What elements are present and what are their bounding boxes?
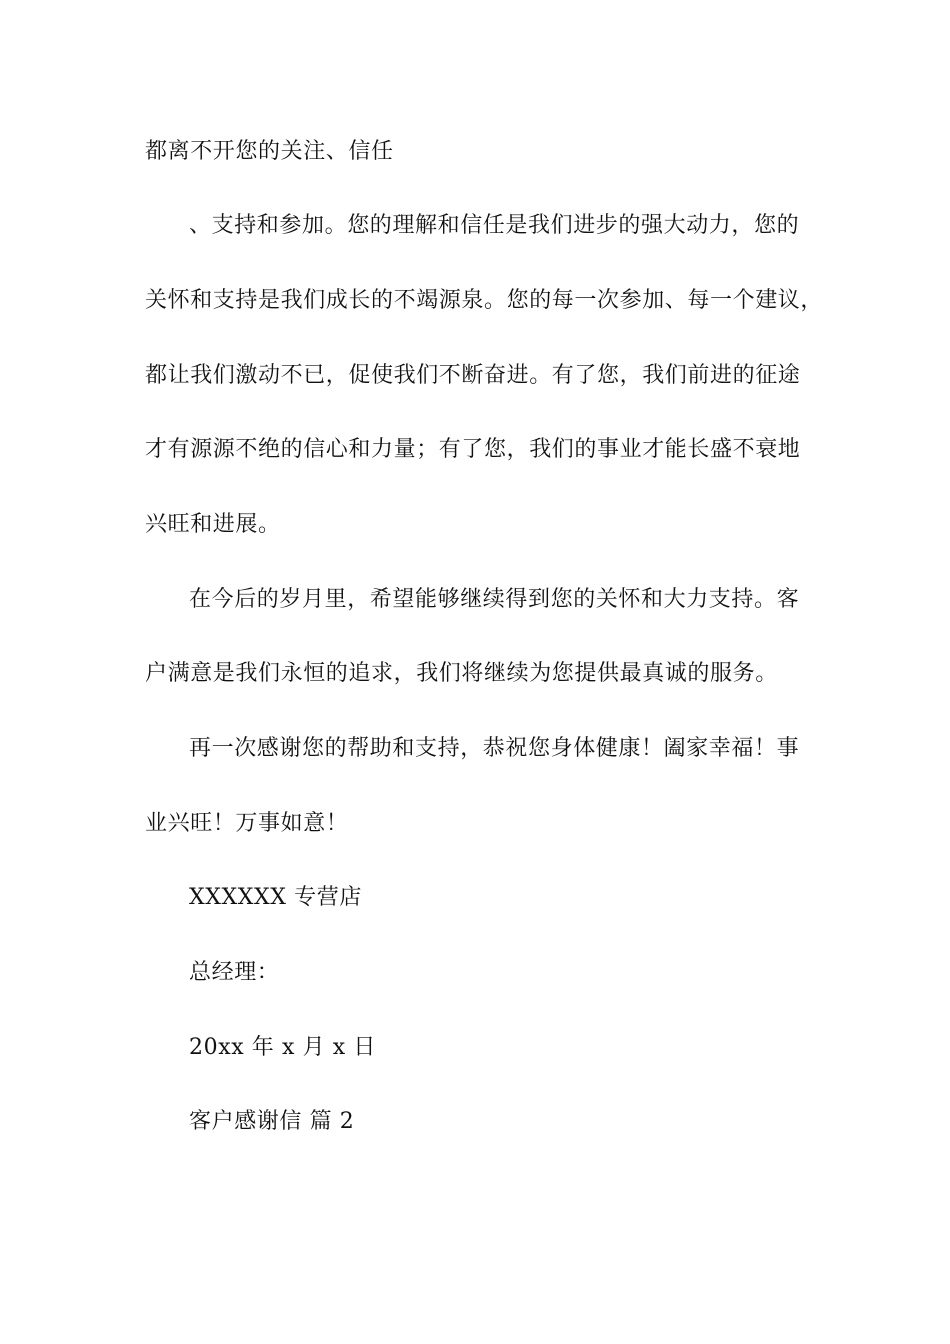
paragraph-line: 在今后的岁月里，希望能够继续得到您的关怀和大力支持。客 [189, 587, 800, 612]
paragraph-line: 户满意是我们永恒的追求，我们将继续为您提供最真诚的服务。 [145, 661, 778, 686]
paragraph-line: 都离不开您的关注、信任 [145, 139, 394, 164]
paragraph-line: 关怀和支持是我们成长的不竭源泉。您的每一次参加、每一个建议， [145, 288, 824, 313]
paragraph-line: 业兴旺！万事如意！ [145, 811, 349, 836]
paragraph-line: 兴旺和进展。 [145, 512, 281, 537]
sender-title: 总经理： [189, 960, 280, 985]
paragraph-line: 、支持和参加。您的理解和信任是我们进步的强大动力，您的 [189, 213, 800, 238]
letter-date: 20xx 年 x 月 x 日 [189, 1035, 376, 1060]
paragraph-line: 都让我们激动不已，促使我们不断奋进。有了您，我们前进的征途 [145, 363, 801, 388]
sender-store: XXXXXX 专营店 [189, 885, 362, 910]
paragraph-line: 再一次感谢您的帮助和支持，恭祝您身体健康！阖家幸福！事 [189, 736, 800, 761]
paragraph-line: 才有源源不绝的信心和力量；有了您，我们的事业才能长盛不衰地 [145, 437, 801, 462]
section-heading: 客户感谢信 篇 2 [189, 1109, 355, 1134]
